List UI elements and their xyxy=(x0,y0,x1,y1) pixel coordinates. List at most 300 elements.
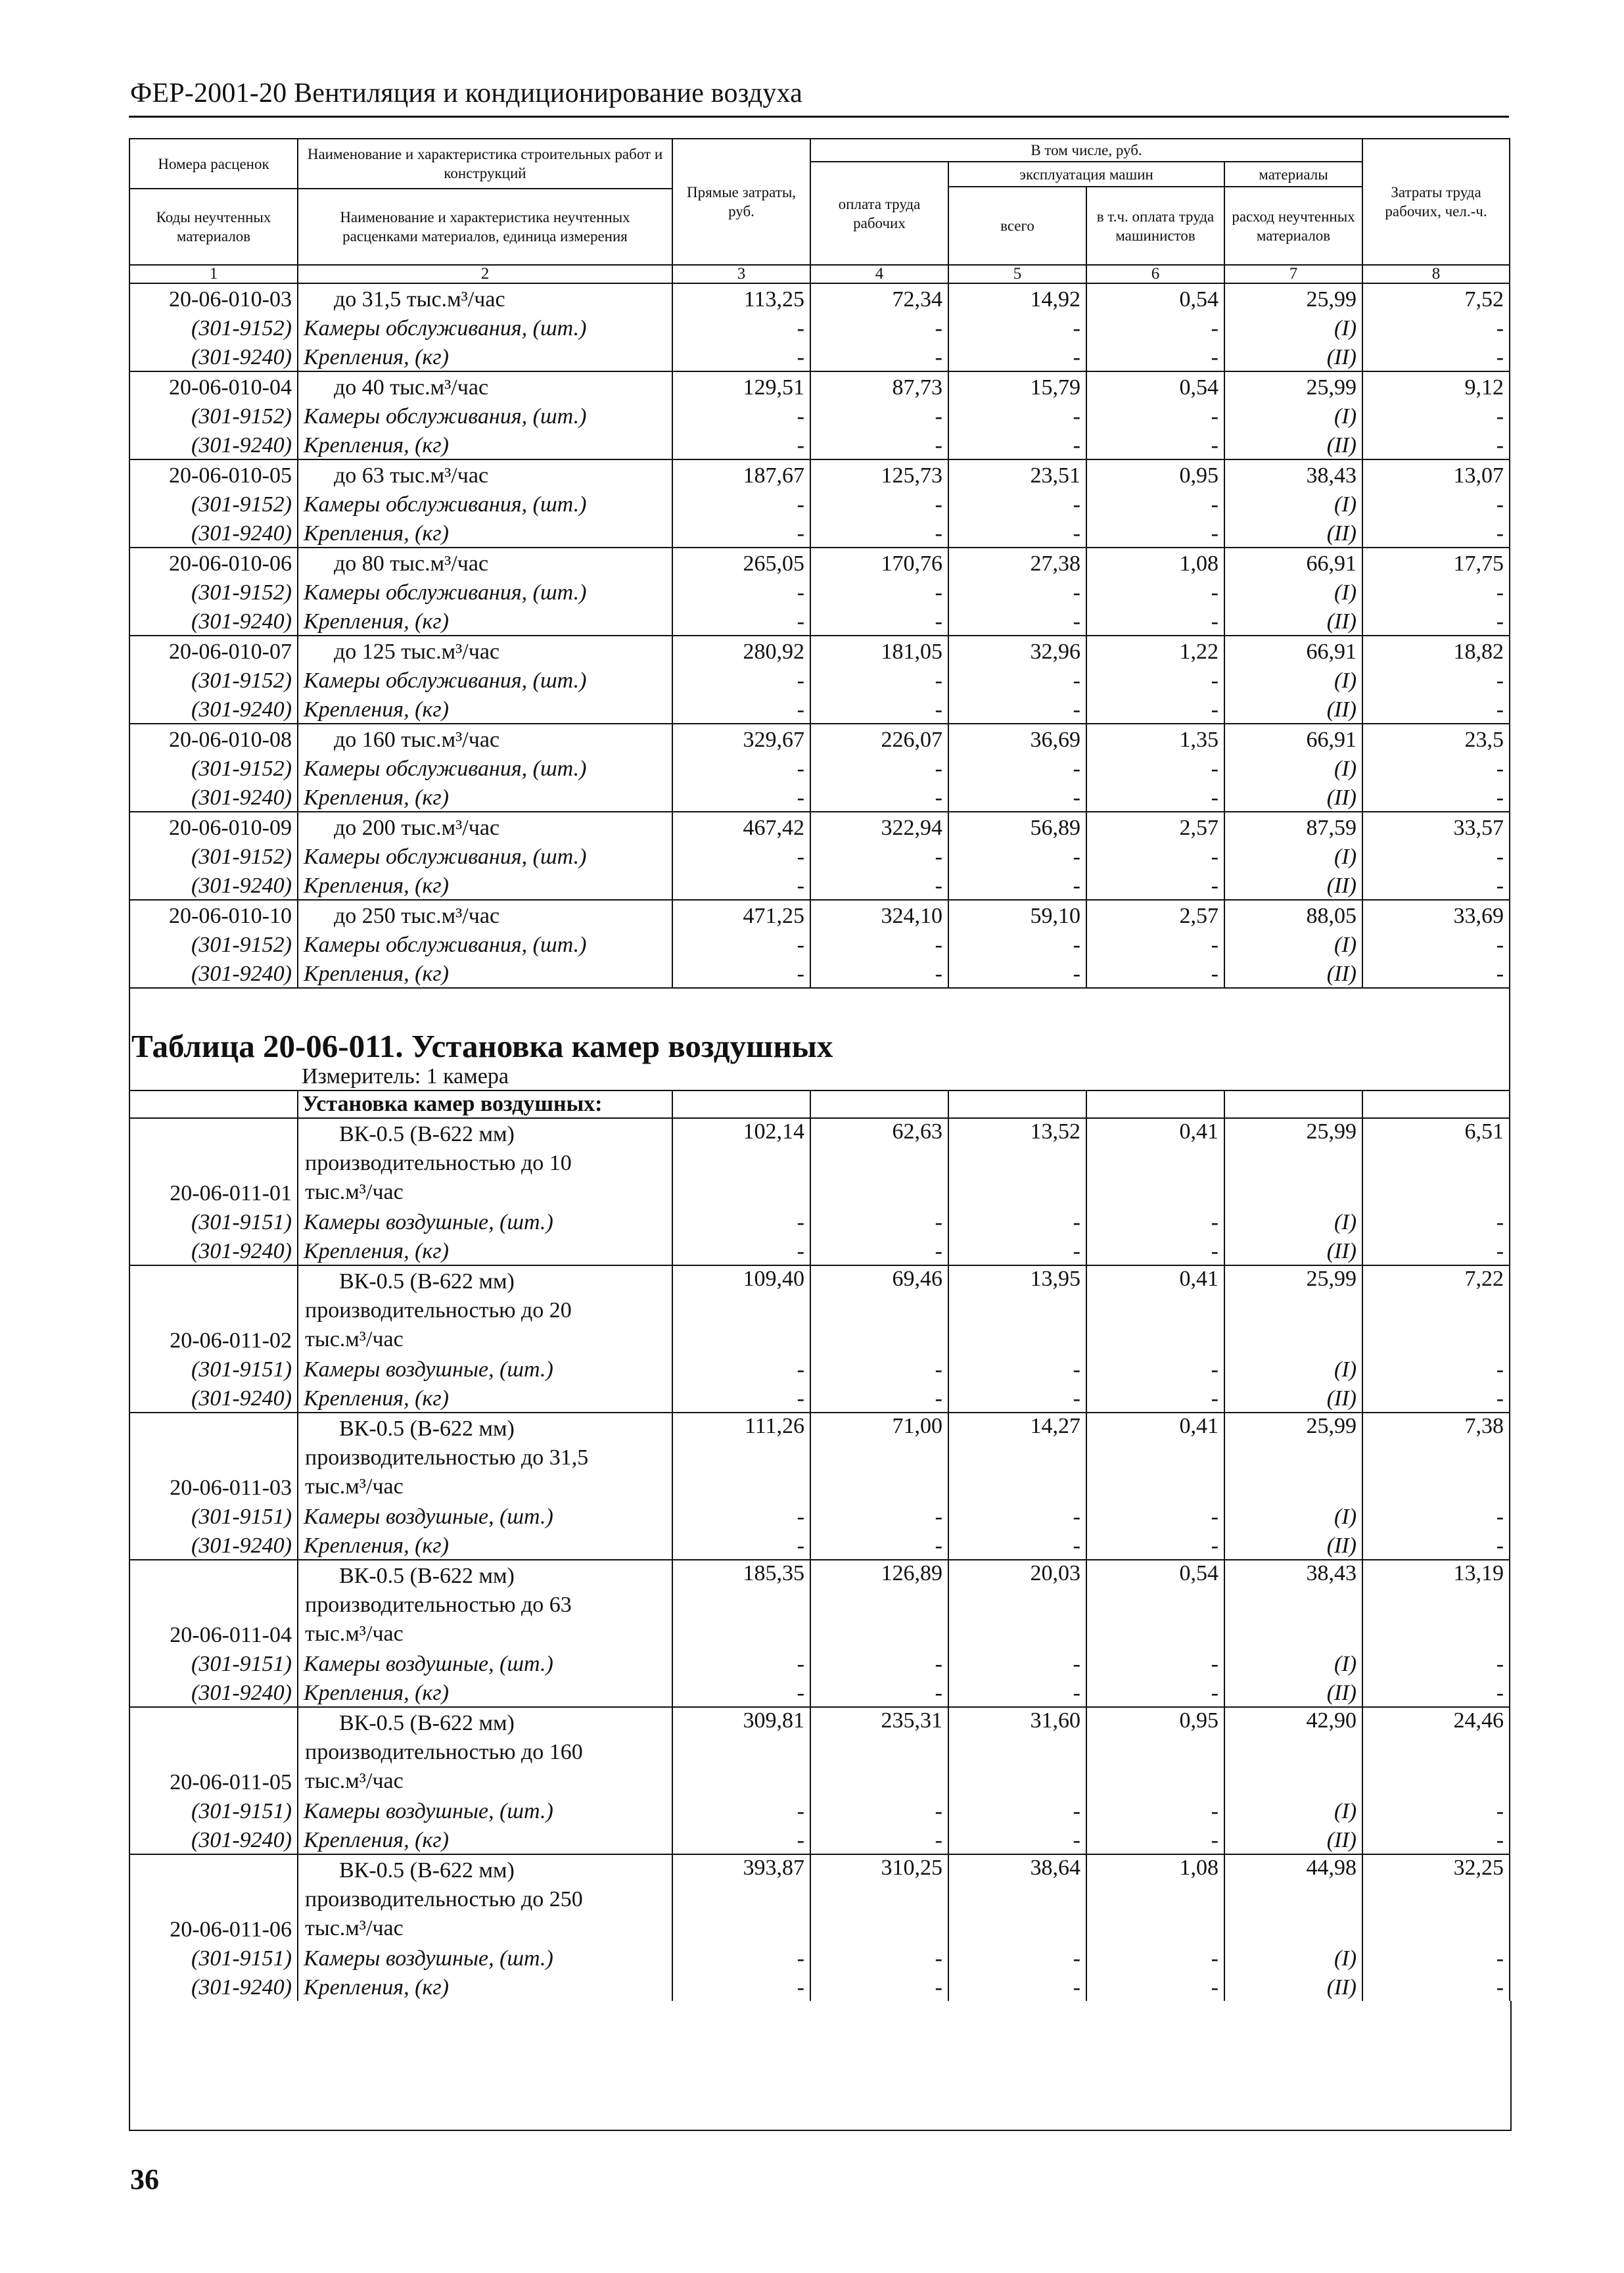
empty-cell xyxy=(672,1090,810,1118)
material-code: (301-9152) xyxy=(129,929,298,958)
dash-c5: - xyxy=(948,1677,1086,1707)
empty-cell xyxy=(810,1090,948,1118)
dash-c6: - xyxy=(1086,577,1224,606)
dash-c6: - xyxy=(1086,489,1224,518)
rates-table xyxy=(129,138,1510,2001)
table-row xyxy=(129,459,1510,489)
material-code: (301-9151) xyxy=(129,1649,298,1677)
dash-c3: - xyxy=(672,1383,810,1413)
dash-c4: - xyxy=(810,1236,948,1265)
table-row xyxy=(129,1501,1510,1530)
value-c5: 32,96 xyxy=(948,636,1086,665)
value-c5: 23,51 xyxy=(948,459,1086,489)
value-c5: 13,95 xyxy=(948,1265,1086,1354)
table-row xyxy=(129,1383,1510,1413)
rate-name-line: тыс.м³/час xyxy=(305,1327,404,1351)
table-row xyxy=(129,1677,1510,1707)
dash-c3: - xyxy=(672,1796,810,1825)
rate-name-line: производительностью до 20 xyxy=(305,1298,572,1323)
value-c7: 25,99 xyxy=(1224,1118,1362,1207)
dash-c5: - xyxy=(948,1972,1086,2001)
empty-cell xyxy=(1362,1090,1510,1118)
table-row xyxy=(129,342,1510,371)
page-header: ФЕР-2001-20 Вентиляция и кондиционирование воздуха xyxy=(130,78,803,108)
value-c4: 235,31 xyxy=(810,1707,948,1796)
value-c4: 71,00 xyxy=(810,1413,948,1501)
material-ref: (I) xyxy=(1224,665,1362,694)
material-code: (301-9151) xyxy=(129,1354,298,1383)
table-row xyxy=(129,1118,1510,1207)
rate-name: до 31,5 тыс.м³/час xyxy=(298,283,672,313)
dash-c8: - xyxy=(1362,313,1510,342)
dash-c5: - xyxy=(948,929,1086,958)
dash-c5: - xyxy=(948,1354,1086,1383)
dash-c6: - xyxy=(1086,1207,1224,1236)
dash-c8: - xyxy=(1362,841,1510,870)
value-c7: 42,90 xyxy=(1224,1707,1362,1796)
material-name: Камеры воздушные, (шт.) xyxy=(298,1207,672,1236)
dash-c5: - xyxy=(948,606,1086,636)
table-row xyxy=(129,283,1510,313)
dash-c4: - xyxy=(810,1943,948,1972)
material-code: (301-9240) xyxy=(129,1972,298,2001)
material-name: Камеры обслуживания, (шт.) xyxy=(298,489,672,518)
table-row xyxy=(129,841,1510,870)
value-c5: 31,60 xyxy=(948,1707,1086,1796)
dash-c4: - xyxy=(810,1796,948,1825)
dash-c3: - xyxy=(672,1972,810,2001)
value-c6: 2,57 xyxy=(1086,812,1224,841)
dash-c3: - xyxy=(672,753,810,782)
dash-c6: - xyxy=(1086,1972,1224,2001)
table-row xyxy=(129,1796,1510,1825)
dash-c4: - xyxy=(810,1501,948,1530)
material-ref: (II) xyxy=(1224,342,1362,371)
material-ref: (II) xyxy=(1224,606,1362,636)
dash-c5: - xyxy=(948,753,1086,782)
page-number: 36 xyxy=(130,2163,159,2195)
col2-head-bottom: Наименование и характеристика неучтенных расценками материалов, единица измерения xyxy=(298,189,672,265)
col-num: 6 xyxy=(1086,265,1224,283)
dash-c3: - xyxy=(672,841,810,870)
dash-c3: - xyxy=(672,577,810,606)
col-num: 2 xyxy=(298,265,672,283)
material-ref: (I) xyxy=(1224,1354,1362,1383)
dash-c4: - xyxy=(810,577,948,606)
dash-c5: - xyxy=(948,1383,1086,1413)
dash-c6: - xyxy=(1086,342,1224,371)
rate-name-line: ВК-0.5 (В-622 мм) xyxy=(339,1858,515,1883)
dash-c5: - xyxy=(948,870,1086,900)
dash-c8: - xyxy=(1362,1796,1510,1825)
material-code: (301-9152) xyxy=(129,665,298,694)
material-name: Крепления, (кг) xyxy=(298,1383,672,1413)
empty-cell xyxy=(1224,1090,1362,1118)
dash-c6: - xyxy=(1086,430,1224,459)
material-name: Камеры воздушные, (шт.) xyxy=(298,1796,672,1825)
material-name: Крепления, (кг) xyxy=(298,1236,672,1265)
rate-name-line: производительностью до 160 xyxy=(305,1740,583,1764)
dash-c4: - xyxy=(810,694,948,724)
table-bottom-frame xyxy=(129,2001,1512,2131)
table-011-title: Таблица 20-06-011. Установка камер воздушных xyxy=(129,988,1510,1060)
value-c5: 38,64 xyxy=(948,1854,1086,1943)
materials-sub-head: расход неучтенных материалов xyxy=(1224,187,1362,265)
material-ref: (II) xyxy=(1224,782,1362,812)
material-code: (301-9152) xyxy=(129,313,298,342)
table-row xyxy=(129,1854,1510,1943)
dash-c8: - xyxy=(1362,929,1510,958)
dash-c5: - xyxy=(948,841,1086,870)
material-name: Крепления, (кг) xyxy=(298,1825,672,1854)
dash-c3: - xyxy=(672,665,810,694)
material-code: (301-9151) xyxy=(129,1796,298,1825)
table-row xyxy=(129,371,1510,401)
rate-name-line: производительностью до 63 xyxy=(305,1593,572,1617)
value-c8: 6,51 xyxy=(1362,1118,1510,1207)
dash-c4: - xyxy=(810,1972,948,2001)
col-num: 4 xyxy=(810,265,948,283)
material-name: Крепления, (кг) xyxy=(298,518,672,548)
materials-head: материалы xyxy=(1224,162,1362,187)
table-row xyxy=(129,812,1510,841)
rate-name: до 160 тыс.м³/час xyxy=(298,724,672,753)
dash-c5: - xyxy=(948,1649,1086,1677)
value-c7: 25,99 xyxy=(1224,283,1362,313)
dash-c3: - xyxy=(672,401,810,430)
material-ref: (I) xyxy=(1224,1501,1362,1530)
table-row xyxy=(129,518,1510,548)
rate-code: 20-06-011-05 xyxy=(129,1707,298,1796)
value-c3: 393,87 xyxy=(672,1854,810,1943)
dash-c8: - xyxy=(1362,870,1510,900)
value-c8: 33,57 xyxy=(1362,812,1510,841)
material-ref: (I) xyxy=(1224,401,1362,430)
value-c6: 0,41 xyxy=(1086,1413,1224,1501)
col-num: 3 xyxy=(672,265,810,283)
value-c6: 2,57 xyxy=(1086,900,1224,929)
value-c5: 14,27 xyxy=(948,1413,1086,1501)
dash-c4: - xyxy=(810,1530,948,1560)
dash-c3: - xyxy=(672,1207,810,1236)
value-c7: 66,91 xyxy=(1224,548,1362,577)
dash-c4: - xyxy=(810,841,948,870)
material-code: (301-9240) xyxy=(129,430,298,459)
material-name: Крепления, (кг) xyxy=(298,1530,672,1560)
dash-c5: - xyxy=(948,313,1086,342)
rate-name-line: тыс.м³/час xyxy=(305,1474,404,1499)
value-c6: 0,95 xyxy=(1086,1707,1224,1796)
value-c4: 62,63 xyxy=(810,1118,948,1207)
dash-c6: - xyxy=(1086,782,1224,812)
value-c8: 13,07 xyxy=(1362,459,1510,489)
rate-code: 20-06-010-10 xyxy=(129,900,298,929)
dash-c3: - xyxy=(672,1825,810,1854)
dash-c3: - xyxy=(672,1649,810,1677)
empty-cell xyxy=(948,1090,1086,1118)
dash-c6: - xyxy=(1086,958,1224,988)
dash-c4: - xyxy=(810,665,948,694)
material-ref: (I) xyxy=(1224,929,1362,958)
rate-code: 20-06-011-06 xyxy=(129,1854,298,1943)
table-row xyxy=(129,636,1510,665)
dash-c3: - xyxy=(672,1354,810,1383)
table-row xyxy=(129,900,1510,929)
table-row xyxy=(129,665,1510,694)
value-c8: 7,22 xyxy=(1362,1265,1510,1354)
table-row xyxy=(129,606,1510,636)
dash-c4: - xyxy=(810,1825,948,1854)
value-c3: 467,42 xyxy=(672,812,810,841)
dash-c8: - xyxy=(1362,753,1510,782)
rate-name xyxy=(298,1413,672,1501)
material-ref: (II) xyxy=(1224,1825,1362,1854)
material-name: Камеры обслуживания, (шт.) xyxy=(298,401,672,430)
material-ref: (II) xyxy=(1224,518,1362,548)
col1-head-top: Номера расценок xyxy=(129,139,298,189)
material-code: (301-9240) xyxy=(129,958,298,988)
table-20-06-011-heading xyxy=(129,988,1510,1118)
table-head xyxy=(129,139,1510,283)
table-row xyxy=(129,577,1510,606)
col2-head-top: Наименование и характеристика строительных работ и конструкций xyxy=(298,139,672,189)
value-c6: 1,08 xyxy=(1086,548,1224,577)
dash-c6: - xyxy=(1086,753,1224,782)
value-c3: 113,25 xyxy=(672,283,810,313)
dash-c5: - xyxy=(948,958,1086,988)
dash-c4: - xyxy=(810,1383,948,1413)
rate-name: до 80 тыс.м³/час xyxy=(298,548,672,577)
rate-code: 20-06-010-08 xyxy=(129,724,298,753)
dash-c8: - xyxy=(1362,430,1510,459)
material-code: (301-9152) xyxy=(129,841,298,870)
dash-c3: - xyxy=(672,313,810,342)
column-numbers-row xyxy=(129,265,1510,283)
value-c6: 0,54 xyxy=(1086,283,1224,313)
header-rule xyxy=(129,116,1509,118)
dash-c8: - xyxy=(1362,958,1510,988)
machines-incl-head: в т.ч. оплата труда машинистов xyxy=(1086,187,1224,265)
value-c8: 33,69 xyxy=(1362,900,1510,929)
value-c5: 36,69 xyxy=(948,724,1086,753)
material-ref: (II) xyxy=(1224,870,1362,900)
dash-c5: - xyxy=(948,489,1086,518)
material-ref: (I) xyxy=(1224,1207,1362,1236)
table-row xyxy=(129,1265,1510,1354)
dash-c6: - xyxy=(1086,1354,1224,1383)
value-c6: 0,41 xyxy=(1086,1265,1224,1354)
material-name: Крепления, (кг) xyxy=(298,1972,672,2001)
rate-name: до 63 тыс.м³/час xyxy=(298,459,672,489)
dash-c8: - xyxy=(1362,1383,1510,1413)
value-c6: 1,22 xyxy=(1086,636,1224,665)
dash-c4: - xyxy=(810,606,948,636)
value-c4: 126,89 xyxy=(810,1560,948,1649)
rate-code: 20-06-010-05 xyxy=(129,459,298,489)
dash-c8: - xyxy=(1362,1530,1510,1560)
material-name: Крепления, (кг) xyxy=(298,694,672,724)
material-ref: (I) xyxy=(1224,1943,1362,1972)
dash-c6: - xyxy=(1086,1501,1224,1530)
material-ref: (II) xyxy=(1224,694,1362,724)
material-code: (301-9240) xyxy=(129,342,298,371)
value-c3: 111,26 xyxy=(672,1413,810,1501)
value-c6: 1,08 xyxy=(1086,1854,1224,1943)
material-ref: (II) xyxy=(1224,958,1362,988)
material-code: (301-9152) xyxy=(129,489,298,518)
dash-c6: - xyxy=(1086,1943,1224,1972)
subtitle-011: Установка камер воздушных: xyxy=(298,1090,672,1118)
dash-c5: - xyxy=(948,782,1086,812)
dash-c4: - xyxy=(810,870,948,900)
dash-c3: - xyxy=(672,606,810,636)
rate-code: 20-06-010-06 xyxy=(129,548,298,577)
dash-c3: - xyxy=(672,782,810,812)
value-c7: 66,91 xyxy=(1224,724,1362,753)
rate-code: 20-06-010-09 xyxy=(129,812,298,841)
material-name: Камеры обслуживания, (шт.) xyxy=(298,313,672,342)
dash-c4: - xyxy=(810,958,948,988)
table-20-06-011-body xyxy=(129,1118,1510,2001)
table-row xyxy=(129,401,1510,430)
machines-head: эксплуатация машин xyxy=(948,162,1224,187)
value-c3: 280,92 xyxy=(672,636,810,665)
value-c5: 14,92 xyxy=(948,283,1086,313)
value-c5: 59,10 xyxy=(948,900,1086,929)
value-c3: 129,51 xyxy=(672,371,810,401)
material-ref: (II) xyxy=(1224,1530,1362,1560)
value-c4: 181,05 xyxy=(810,636,948,665)
value-c7: 25,99 xyxy=(1224,371,1362,401)
rate-name: до 40 тыс.м³/час xyxy=(298,371,672,401)
table-row xyxy=(129,430,1510,459)
dash-c6: - xyxy=(1086,1825,1224,1854)
dash-c5: - xyxy=(948,1236,1086,1265)
value-c7: 44,98 xyxy=(1224,1854,1362,1943)
material-code: (301-9240) xyxy=(129,1383,298,1413)
value-c7: 66,91 xyxy=(1224,636,1362,665)
dash-c5: - xyxy=(948,1501,1086,1530)
dash-c5: - xyxy=(948,694,1086,724)
dash-c6: - xyxy=(1086,518,1224,548)
dash-c6: - xyxy=(1086,1649,1224,1677)
dash-c3: - xyxy=(672,342,810,371)
value-c8: 9,12 xyxy=(1362,371,1510,401)
dash-c8: - xyxy=(1362,1236,1510,1265)
value-c8: 24,46 xyxy=(1362,1707,1510,1796)
dash-c3: - xyxy=(672,1677,810,1707)
value-c7: 38,43 xyxy=(1224,459,1362,489)
material-ref: (I) xyxy=(1224,841,1362,870)
rate-name-line: ВК-0.5 (В-622 мм) xyxy=(339,1122,515,1146)
value-c6: 0,41 xyxy=(1086,1118,1224,1207)
material-name: Крепления, (кг) xyxy=(298,342,672,371)
dash-c4: - xyxy=(810,518,948,548)
dash-c8: - xyxy=(1362,1825,1510,1854)
table-row xyxy=(129,724,1510,753)
dash-c3: - xyxy=(672,1236,810,1265)
material-name: Крепления, (кг) xyxy=(298,870,672,900)
dash-c3: - xyxy=(672,430,810,459)
labor-pay-head: оплата труда рабочих xyxy=(810,162,948,265)
rate-name xyxy=(298,1560,672,1649)
dash-c8: - xyxy=(1362,1649,1510,1677)
dash-c8: - xyxy=(1362,518,1510,548)
table-row xyxy=(129,1207,1510,1236)
rate-name-line: производительностью до 250 xyxy=(305,1887,583,1911)
value-c3: 102,14 xyxy=(672,1118,810,1207)
value-c3: 185,35 xyxy=(672,1560,810,1649)
value-c3: 471,25 xyxy=(672,900,810,929)
dash-c5: - xyxy=(948,342,1086,371)
material-ref: (II) xyxy=(1224,1972,1362,2001)
rate-name-line: производительностью до 10 xyxy=(305,1151,572,1175)
dash-c3: - xyxy=(672,1530,810,1560)
value-c3: 309,81 xyxy=(672,1707,810,1796)
dash-c3: - xyxy=(672,489,810,518)
material-ref: (II) xyxy=(1224,1236,1362,1265)
rate-code: 20-06-010-04 xyxy=(129,371,298,401)
col-num: 7 xyxy=(1224,265,1362,283)
dash-c3: - xyxy=(672,694,810,724)
rate-name-line: тыс.м³/час xyxy=(305,1916,404,1940)
material-code: (301-9240) xyxy=(129,1677,298,1707)
table-row xyxy=(129,489,1510,518)
dash-c4: - xyxy=(810,342,948,371)
material-code: (301-9240) xyxy=(129,782,298,812)
material-ref: (I) xyxy=(1224,577,1362,606)
rate-code: 20-06-011-02 xyxy=(129,1265,298,1354)
dash-c4: - xyxy=(810,489,948,518)
material-name: Крепления, (кг) xyxy=(298,606,672,636)
incl-head: В том числе, руб. xyxy=(810,139,1362,162)
rate-name xyxy=(298,1265,672,1354)
col-num: 8 xyxy=(1362,265,1510,283)
rate-name xyxy=(298,1854,672,1943)
material-code: (301-9152) xyxy=(129,577,298,606)
dash-c6: - xyxy=(1086,1677,1224,1707)
dash-c4: - xyxy=(810,1677,948,1707)
value-c8: 7,52 xyxy=(1362,283,1510,313)
rate-code: 20-06-010-07 xyxy=(129,636,298,665)
material-code: (301-9151) xyxy=(129,1943,298,1972)
material-name: Крепления, (кг) xyxy=(298,782,672,812)
empty-cell xyxy=(1086,1090,1224,1118)
table-row xyxy=(129,1530,1510,1560)
value-c3: 109,40 xyxy=(672,1265,810,1354)
value-c7: 88,05 xyxy=(1224,900,1362,929)
material-name: Камеры воздушные, (шт.) xyxy=(298,1649,672,1677)
dash-c6: - xyxy=(1086,1530,1224,1560)
table-row xyxy=(129,1972,1510,2001)
value-c8: 13,19 xyxy=(1362,1560,1510,1649)
material-code: (301-9240) xyxy=(129,694,298,724)
dash-c6: - xyxy=(1086,313,1224,342)
value-c8: 7,38 xyxy=(1362,1413,1510,1501)
dash-c6: - xyxy=(1086,694,1224,724)
material-name: Камеры обслуживания, (шт.) xyxy=(298,841,672,870)
dash-c6: - xyxy=(1086,1236,1224,1265)
table-row xyxy=(129,753,1510,782)
value-c7: 38,43 xyxy=(1224,1560,1362,1649)
material-code: (301-9240) xyxy=(129,606,298,636)
value-c6: 1,35 xyxy=(1086,724,1224,753)
dash-c6: - xyxy=(1086,870,1224,900)
value-c8: 17,75 xyxy=(1362,548,1510,577)
subtitle-spacer xyxy=(129,1090,298,1118)
dash-c4: - xyxy=(810,1207,948,1236)
material-code: (301-9240) xyxy=(129,1530,298,1560)
